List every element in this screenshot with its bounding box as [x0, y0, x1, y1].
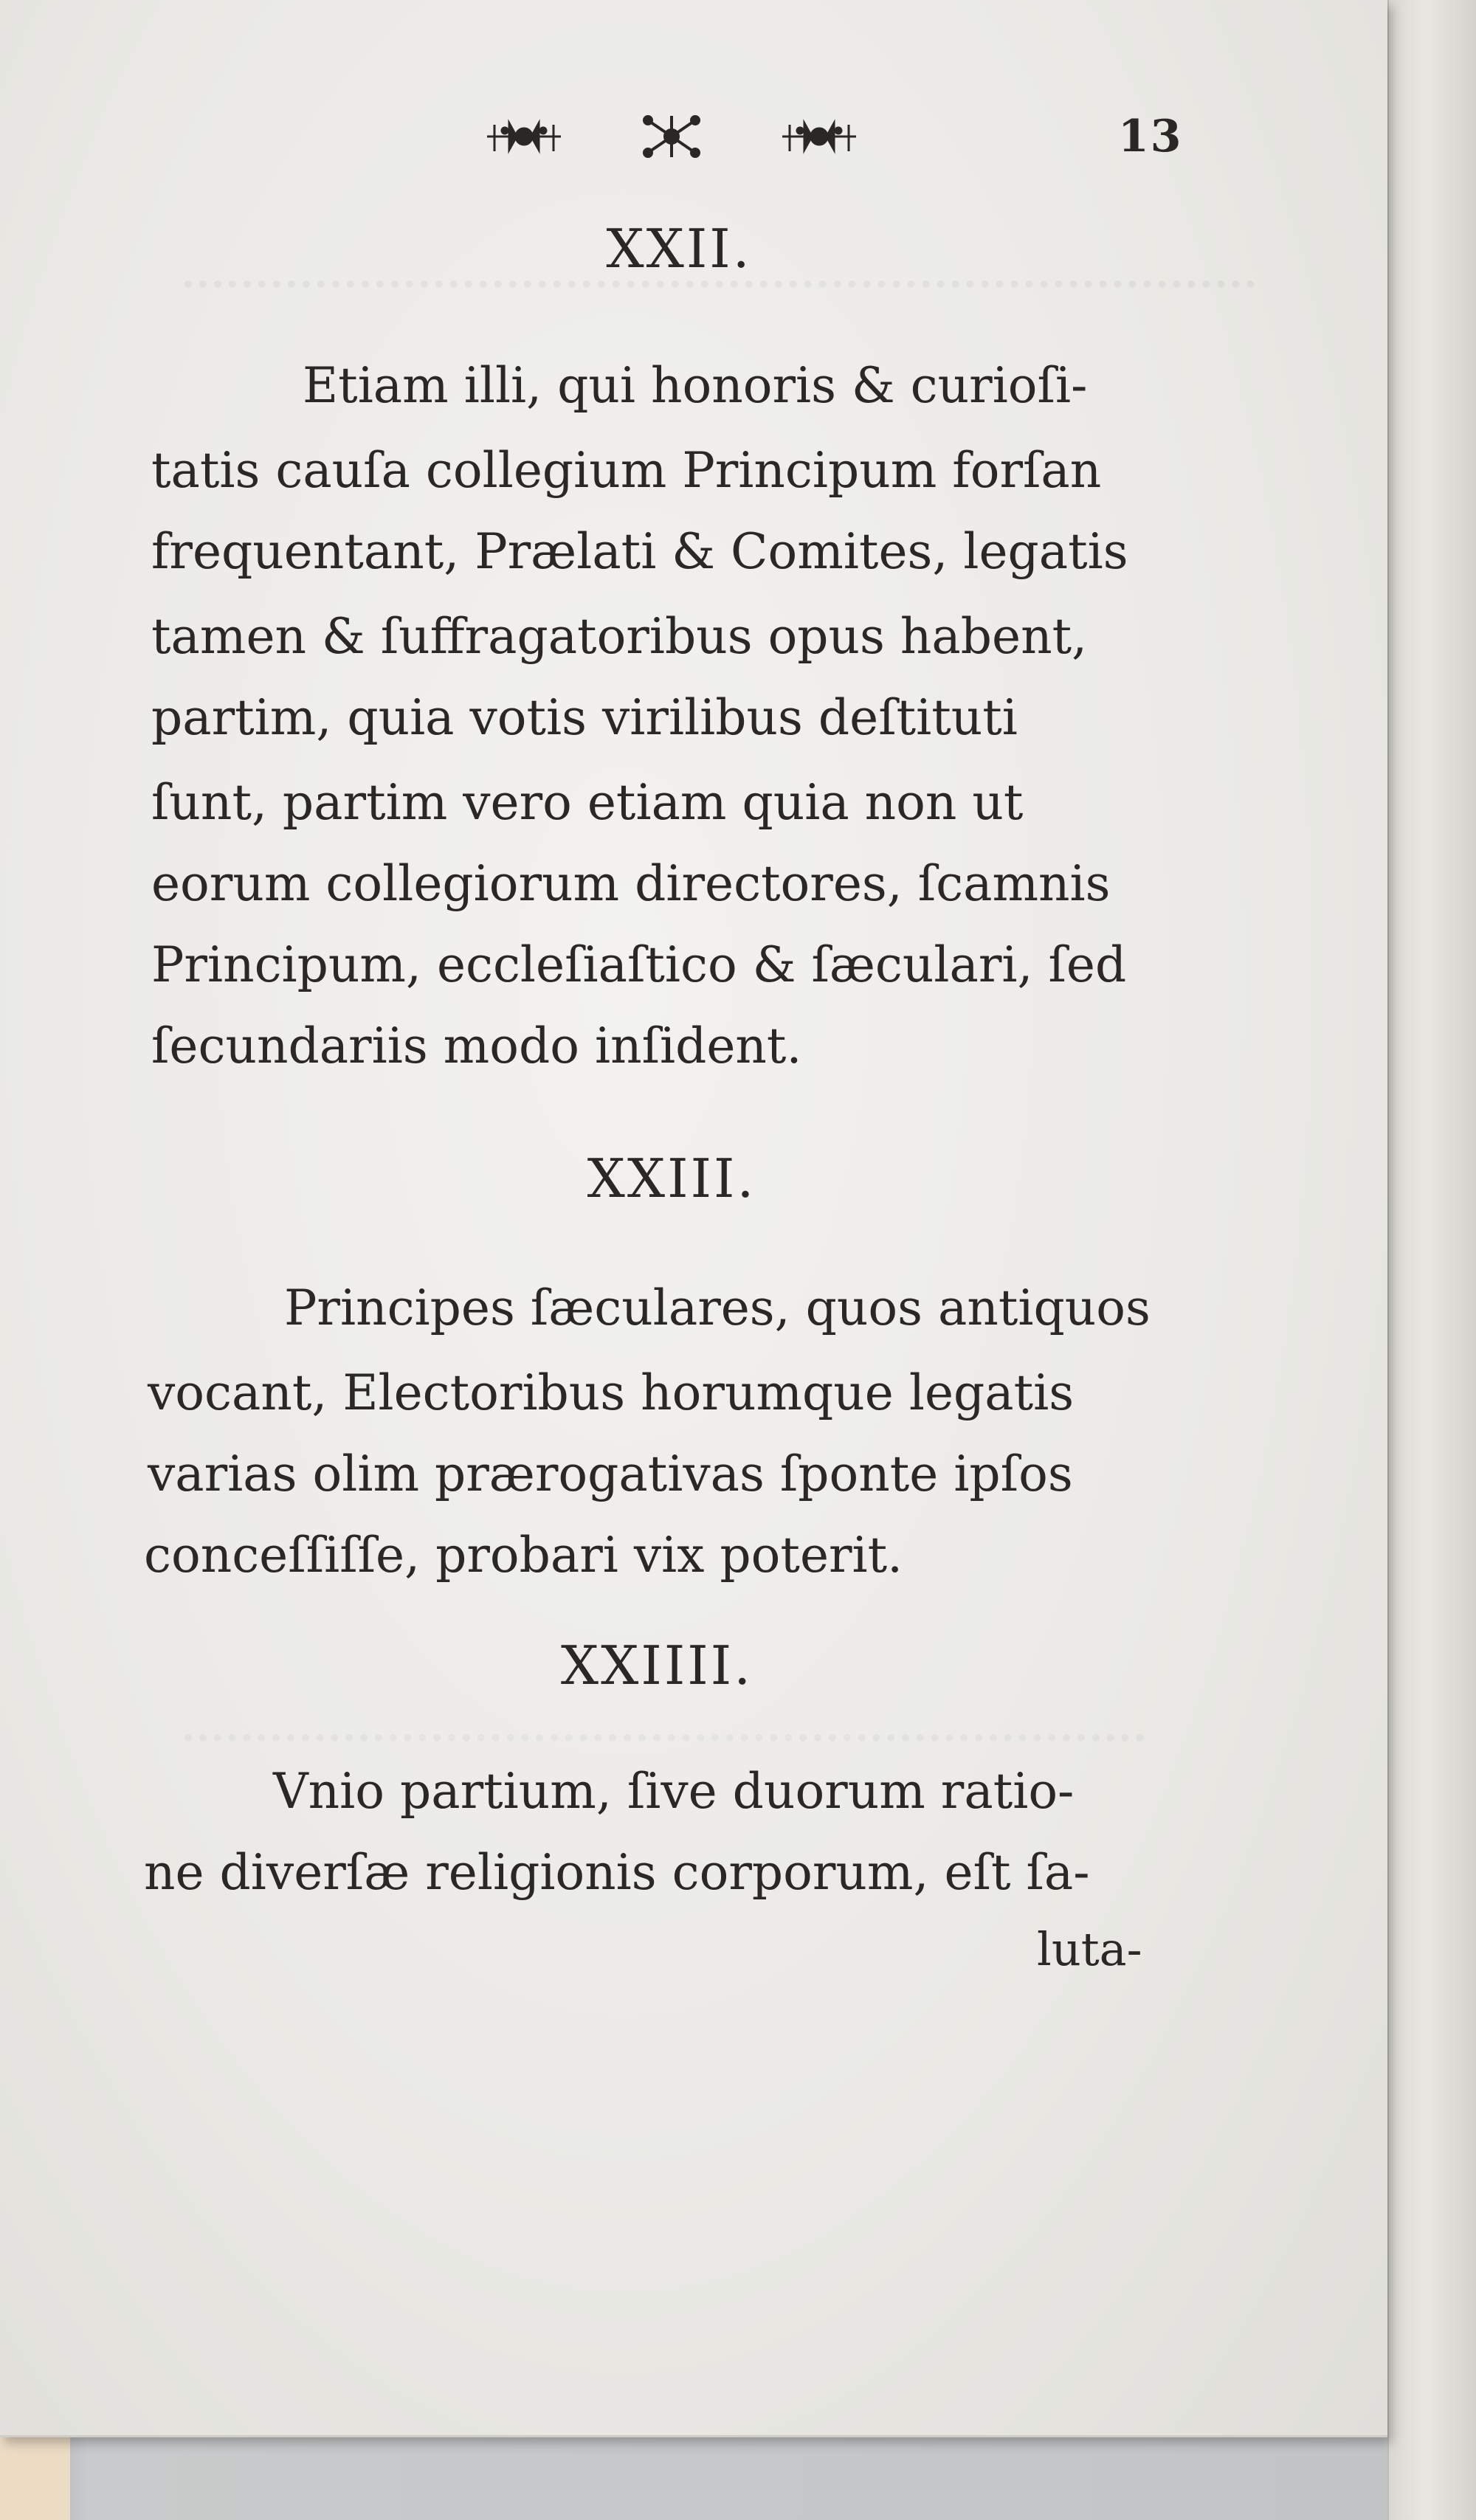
section-heading: XXIII. — [587, 1147, 756, 1209]
cross-ornament-icon — [635, 113, 708, 160]
text-line: Principes ſæculares, quos antiquos — [284, 1280, 1151, 1336]
text-line: frequentant, Prælati & Comites, legatis — [151, 523, 1128, 580]
floral-ornament-icon — [480, 114, 568, 159]
text-line: ſunt, partim vero etiam quia non ut — [151, 774, 1024, 831]
floral-ornament-icon — [775, 114, 863, 159]
text-line: tamen & ſuffragatoribus opus habent, — [151, 608, 1088, 665]
header-ornament — [480, 111, 863, 162]
text-line: Vnio partium, ſive duorum ratio- — [273, 1763, 1075, 1820]
text-line: Etiam illi, qui honoris & curioſi- — [303, 357, 1088, 414]
catchword: luta- — [1037, 1922, 1142, 1976]
page-number: 13 — [1118, 111, 1183, 162]
text-line: varias olim prærogativas ſponte ipſos — [148, 1446, 1073, 1502]
adjacent-page-edge — [1387, 0, 1476, 2520]
section-heading: XXIIII. — [560, 1634, 753, 1696]
text-line: ne diverſæ religionis corporum, eſt ſa- — [144, 1844, 1090, 1901]
bleed-through-mark — [184, 1705, 1144, 1741]
text-line: Principum, eccleſiaſtico & ſæculari, ſed — [151, 936, 1127, 993]
text-line: conceſſiſſe, probari vix poterit. — [144, 1527, 903, 1584]
section-heading: XXII. — [606, 218, 752, 280]
text-line: vocant, Electoribus horumque legatis — [148, 1364, 1075, 1421]
text-line: ſecundariis modo inſident. — [151, 1018, 802, 1074]
text-line: tatis cauſa collegium Principum forſan — [151, 442, 1102, 499]
text-line: partim, quia votis virilibus deſtituti — [151, 689, 1018, 746]
text-line: eorum collegiorum directores, ſcamnis — [151, 855, 1111, 912]
